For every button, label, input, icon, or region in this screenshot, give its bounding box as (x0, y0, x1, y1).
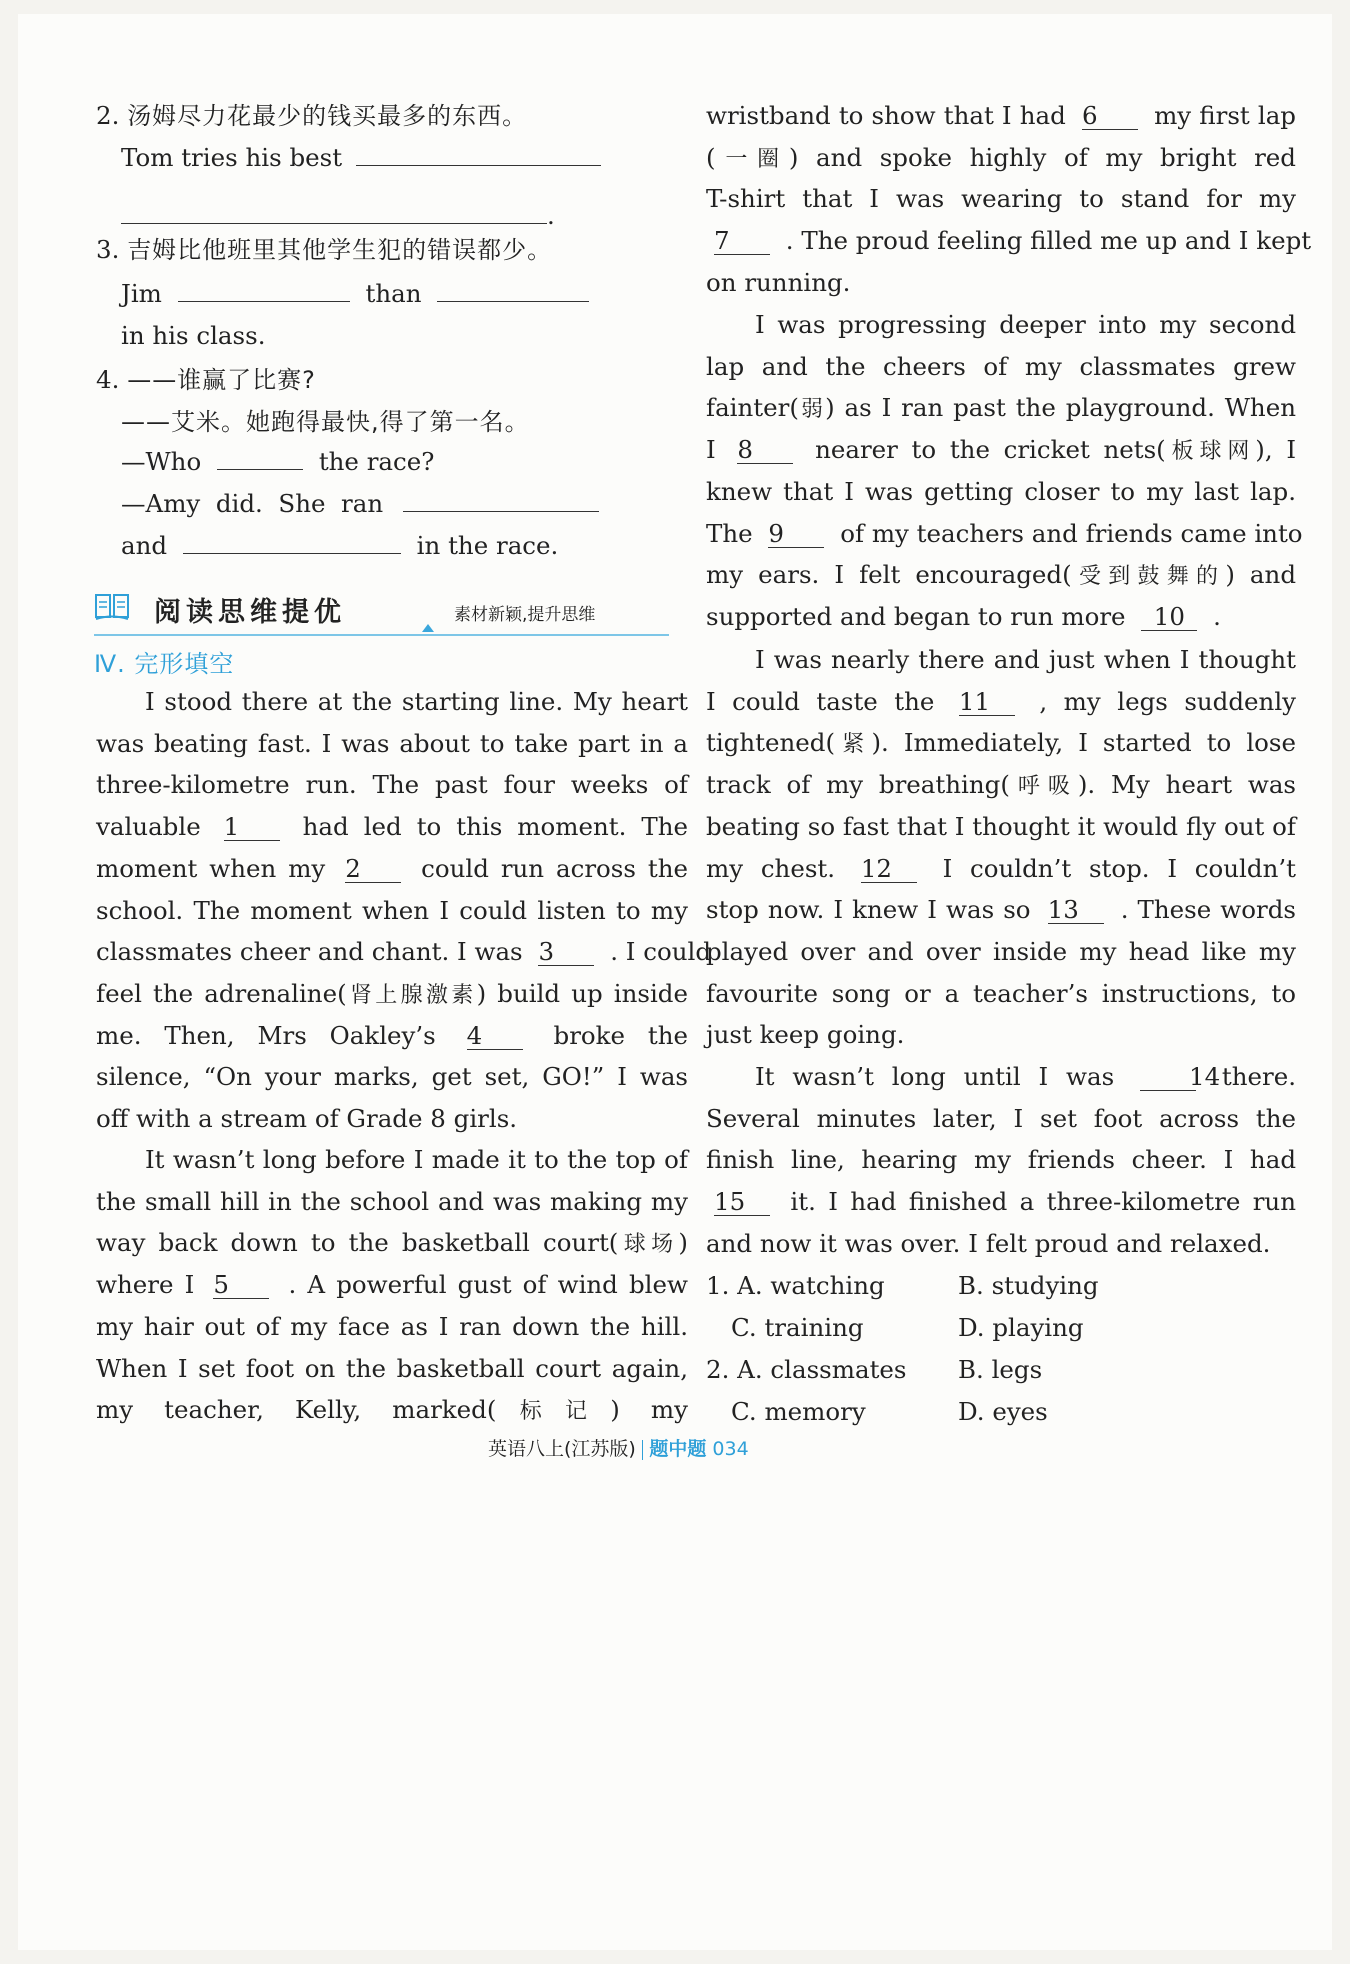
passage-line (96, 811, 688, 843)
passage-line: finish line, hearing my friends cheer. I had (706, 1145, 1296, 1175)
passage-line (96, 1394, 688, 1428)
passage-line: beating so fast that I thought it would fly out of (706, 811, 1296, 841)
passage-text: my teacher, Kelly, marked( (96, 1395, 497, 1425)
passage-text: broke the (553, 1020, 688, 1050)
passage-line: my hair out of my face as I ran down the hill. (96, 1311, 688, 1341)
blank-10[interactable]: 10 (1141, 604, 1197, 631)
section-subtitle: 素材新颖,提升思维 (454, 605, 596, 625)
question-3-line-1: Jim than (121, 278, 688, 310)
passage-text: I (706, 435, 716, 465)
book-title: 英语八上(江苏版) (488, 1438, 636, 1460)
passage-text: valuable (96, 812, 201, 842)
chinese-gloss: 标记 (496, 1399, 611, 1425)
question-2-prompt: 2. 汤姆尽力花最少的钱买最多的东西。 (96, 101, 528, 130)
passage-line (706, 853, 1296, 885)
section-title: 阅读思维提优 (154, 597, 346, 628)
option-b-or-d[interactable]: D. playing (958, 1313, 1084, 1342)
passage-text: could run across the (421, 853, 688, 883)
passage-line (706, 894, 1296, 926)
chinese-gloss: 肾上腺激素 (346, 982, 477, 1008)
passage-line: T-shirt that I was wearing to stand for my (706, 184, 1296, 214)
blank-9[interactable]: 9 (768, 521, 824, 548)
passage-line: and now it was over. I felt proud and relaxed. (706, 1228, 1271, 1258)
question-4-line-2: —Amy did. She ran (121, 488, 688, 520)
passage-text: tightened( (706, 728, 836, 758)
option-a-or-c[interactable]: 2. A. classmates (706, 1355, 907, 1384)
passage-line: played over and over inside my head like my (706, 936, 1296, 966)
passage-text: way back down to the basketball court( (96, 1228, 619, 1258)
passage-text: wristband to show that I had (706, 101, 1066, 130)
option-a-or-c[interactable]: C. memory (731, 1397, 866, 1426)
chinese-gloss: 板球网 (1165, 439, 1256, 465)
chinese-gloss: 受到鼓舞的 (1071, 564, 1226, 590)
passage-text: ), I (1255, 435, 1296, 465)
passage-text: . The proud feeling filled me up and I kept (785, 226, 1312, 256)
passage-text: ) and (1225, 560, 1296, 590)
passage-line (706, 769, 1296, 803)
passage-text: my chest. (706, 853, 836, 883)
answer-blank[interactable] (403, 511, 599, 512)
passage-line (96, 1227, 688, 1261)
blank-14[interactable]: 14 (1140, 1064, 1196, 1091)
passage-text: ) as I ran past the playground. When (825, 393, 1296, 423)
passage-text: I could taste the (706, 686, 935, 716)
answer-blank[interactable] (217, 469, 303, 470)
blank-3[interactable]: 3 (538, 939, 594, 966)
page-footer (488, 1434, 749, 1461)
question-2-line-2: . (121, 200, 688, 232)
option-b-or-d[interactable]: B. legs (958, 1355, 1043, 1384)
passage-line: When I set foot on the basketball court again, (96, 1353, 688, 1383)
passage-text: nearer to the cricket nets( (815, 435, 1166, 465)
passage-text: ). Immediately, I started to lose (871, 728, 1296, 758)
passage-text: supported and began to run more (706, 601, 1126, 631)
passage-line: I was progressing deeper into my second (755, 310, 1296, 339)
passage-line (96, 1269, 688, 1301)
passage-text: moment when my (96, 853, 326, 883)
passage-text: fainter( (706, 393, 799, 423)
passage-line: Several minutes later, I set foot across the (706, 1103, 1296, 1133)
chinese-gloss: 一圈 (715, 146, 789, 172)
passage-line (706, 1186, 1296, 1218)
passage-line: It wasn’t long before I made it to the top of (145, 1145, 688, 1174)
passage-line: three-kilometre run. The past four weeks of (96, 770, 688, 800)
passage-line (706, 434, 1296, 468)
blank-2[interactable]: 2 (345, 856, 401, 883)
passage-text: It wasn’t long until I was (755, 1062, 1115, 1091)
blank-5[interactable]: 5 (213, 1272, 269, 1299)
passage-line (706, 727, 1296, 761)
passage-text: . (1213, 601, 1221, 631)
passage-line (706, 559, 1296, 593)
answer-blank[interactable] (437, 301, 589, 302)
passage-line (706, 1061, 1296, 1093)
blank-11[interactable]: 11 (959, 689, 1015, 716)
answer-blank[interactable] (356, 165, 601, 166)
passage-line (96, 978, 688, 1012)
part-heading: Ⅳ. 完形填空 (94, 650, 235, 678)
passage-line (706, 686, 1296, 718)
workbook-page (18, 14, 1332, 1950)
passage-line (706, 225, 1312, 257)
passage-text: classmates cheer and chant. I was (96, 937, 523, 967)
passage-line: silence, “On your marks, get set, GO!” I was (96, 1062, 688, 1092)
passage-text: ( (706, 142, 716, 172)
passage-text: ) (678, 1228, 688, 1258)
passage-text: where I (96, 1270, 195, 1300)
blank-6[interactable]: 6 (1082, 103, 1138, 130)
passage-text: ) build up inside (476, 978, 688, 1008)
passage-text: of my teachers and friends came into (840, 518, 1303, 548)
blank-8[interactable]: 8 (737, 437, 793, 464)
passage-text: my first lap (1154, 101, 1296, 130)
section-header (94, 588, 669, 636)
passage-text: . I could (610, 937, 712, 967)
passage-text: ) and spoke highly of my bright red (788, 142, 1296, 172)
passage-text: . A powerful gust of wind blew (288, 1270, 688, 1300)
passage-text: it. I had finished a three-kilometre run (790, 1187, 1296, 1217)
chinese-gloss: 球场 (618, 1232, 679, 1258)
passage-line: the small hill in the school and was making my (96, 1186, 688, 1216)
passage-line: I stood there at the starting line. My heart (145, 687, 688, 716)
passage-line: favourite song or a teacher’s instructions, to (706, 978, 1296, 1008)
passage-line (706, 601, 1296, 633)
question-3-prompt: 3. 吉姆比他班里其他学生犯的错误都少。 (96, 235, 553, 264)
option-b-or-d[interactable]: D. eyes (958, 1397, 1048, 1426)
footer-divider (642, 1440, 644, 1460)
answer-blank[interactable] (178, 301, 350, 302)
passage-text: . These words (1120, 895, 1297, 925)
blank-12[interactable]: 12 (861, 856, 917, 883)
passage-line: I was nearly there and just when I thought (755, 645, 1296, 674)
chinese-gloss: 弱 (798, 397, 826, 423)
passage-text: there. (1221, 1062, 1297, 1091)
passage-line (706, 518, 1303, 550)
page-number: 034 (712, 1438, 749, 1460)
passage-text: stop now. I knew I was so (706, 895, 1031, 925)
passage-text: had led to this moment. The (302, 812, 688, 842)
passage-line: off with a stream of Grade 8 girls. (96, 1104, 518, 1133)
passage-line (96, 853, 688, 885)
chinese-gloss: 呼吸 (1009, 774, 1078, 800)
answer-blank[interactable] (121, 223, 547, 224)
option-a-or-c[interactable]: 1. A. watching (706, 1271, 885, 1300)
open-book-icon (94, 592, 130, 622)
passage-line: just keep going. (706, 1020, 905, 1050)
passage-line (96, 1020, 688, 1052)
passage-line: knew that I was getting closer to my last lap. (706, 476, 1296, 506)
question-4-prompt: 4. ——谁赢了比赛? (96, 365, 316, 394)
option-b-or-d[interactable]: B. studying (958, 1271, 1099, 1300)
passage-text: my ears. I felt encouraged( (706, 560, 1072, 590)
question-4-line-3: and in the race. (121, 531, 559, 560)
chinese-gloss: 紧 (835, 732, 872, 758)
blank-1[interactable]: 1 (224, 814, 280, 841)
blank-4[interactable]: 4 (467, 1023, 523, 1050)
passage-line: on running. (706, 267, 851, 297)
passage-line (96, 936, 712, 968)
question-2-line-1: Tom tries his best (121, 142, 688, 174)
question-4-chinese-answer: ——艾米。她跑得最快,得了第一名。 (121, 408, 530, 436)
passage-text: track of my breathing( (706, 770, 1010, 800)
blank-7[interactable]: 7 (714, 228, 770, 255)
passage-text: ) my (610, 1395, 688, 1425)
passage-line: was beating fast. I was about to take part in a (96, 728, 688, 758)
passage-text: , my legs suddenly (1039, 686, 1296, 716)
blank-13[interactable]: 13 (1048, 897, 1104, 924)
question-3-line-2: in his class. (121, 321, 266, 350)
passage-line: school. The moment when I could listen to my (96, 895, 688, 925)
passage-text: The (706, 518, 753, 548)
brand-label: 题中题 (649, 1438, 707, 1460)
passage-line (706, 142, 1296, 176)
passage-line (706, 100, 1296, 132)
triangle-marker-icon (422, 624, 434, 632)
question-4-line-1: —Who the race? (121, 447, 435, 476)
passage-text: ). My heart was (1077, 770, 1297, 800)
option-a-or-c[interactable]: C. training (731, 1313, 864, 1342)
passage-line: lap and the cheers of my classmates grew (706, 351, 1296, 381)
passage-text: I couldn’t stop. I couldn’t (942, 853, 1296, 883)
answer-blank[interactable] (183, 553, 401, 554)
blank-15[interactable]: 15 (714, 1189, 770, 1216)
passage-line (706, 392, 1296, 426)
passage-text: me. Then, Mrs Oakley’s (96, 1020, 436, 1050)
passage-text: feel the adrenaline( (96, 978, 347, 1008)
